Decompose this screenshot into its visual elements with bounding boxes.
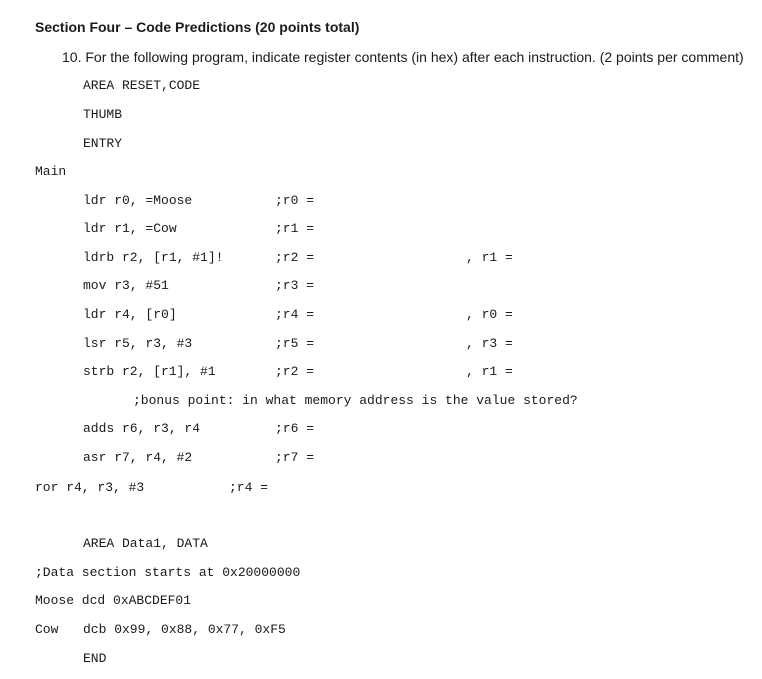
instruction-comment: ;r2 = xyxy=(275,364,315,379)
instruction-code: ldr r4, [r0] xyxy=(83,307,177,322)
instruction-extra-comment: , r1 = xyxy=(466,250,513,265)
instruction-code: mov r3, #51 xyxy=(83,278,169,293)
instruction-comment: ;r7 = xyxy=(275,450,315,465)
instruction-comment: ;r1 = xyxy=(275,221,315,236)
cow-label: Cow xyxy=(35,622,59,637)
end-directive: END xyxy=(83,651,107,666)
instruction-code: ldr r0, =Moose xyxy=(83,193,193,208)
instruction-extra-comment: , r3 = xyxy=(466,336,513,351)
instruction-code: ldrb r2, [r1, #1]! xyxy=(83,250,224,265)
instruction-comment: ;r6 = xyxy=(275,421,315,436)
thumb-directive: THUMB xyxy=(83,107,123,122)
instruction-comment: ;r2 = xyxy=(275,250,315,265)
instruction-comment: ;r3 = xyxy=(275,278,315,293)
cow-data: dcb 0x99, 0x88, 0x77, 0xF5 xyxy=(83,622,286,637)
instruction-comment: ;r0 = xyxy=(275,193,315,208)
instruction-code: lsr r5, r3, #3 xyxy=(83,336,193,351)
ror-instruction-code: ror r4, r3, #3 xyxy=(35,480,145,495)
instruction-code: strb r2, [r1], #1 xyxy=(83,364,216,379)
instruction-extra-comment: , r1 = xyxy=(466,364,513,379)
instruction-code: adds r6, r3, r4 xyxy=(83,421,201,436)
ror-instruction-comment: ;r4 = xyxy=(229,480,269,495)
moose-data-line: Moose dcd 0xABCDEF01 xyxy=(35,593,192,608)
instruction-code: asr r7, r4, #2 xyxy=(83,450,193,465)
area-reset-directive: AREA RESET,CODE xyxy=(83,78,201,93)
instruction-comment: ;r4 = xyxy=(275,307,315,322)
entry-directive: ENTRY xyxy=(83,136,123,151)
question-text: 10. For the following program, indicate register contents (in hex) after each instruction. (2 points per comment) xyxy=(62,49,744,65)
section-title: Section Four – Code Predictions (20 points total) xyxy=(35,19,360,35)
instruction-code: ldr r1, =Cow xyxy=(83,221,177,236)
main-label: Main xyxy=(35,164,67,179)
instruction-extra-comment: , r0 = xyxy=(466,307,513,322)
instruction-comment: ;r5 = xyxy=(275,336,315,351)
data-area-directive: AREA Data1, DATA xyxy=(83,536,208,551)
data-section-comment: ;Data section starts at 0x20000000 xyxy=(35,565,301,580)
bonus-question: ;bonus point: in what memory address is the value stored? xyxy=(133,393,578,408)
